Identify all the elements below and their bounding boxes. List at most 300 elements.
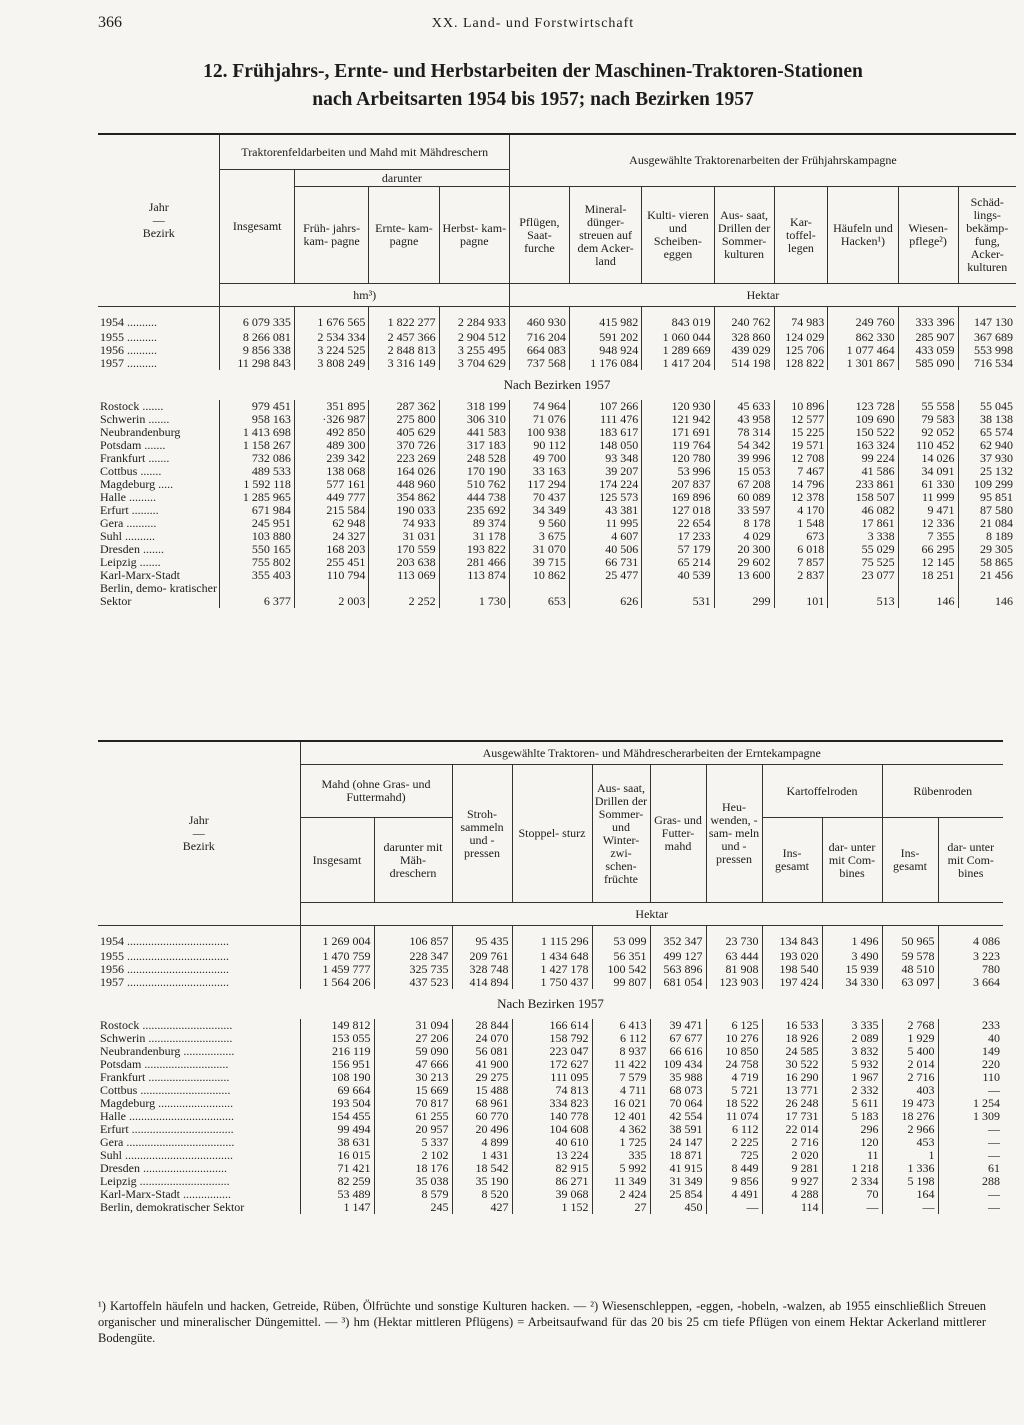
table-cell: 780 bbox=[938, 963, 1003, 976]
table-row bbox=[98, 1188, 1003, 1201]
table-cell: 281 466 bbox=[439, 556, 509, 569]
table-cell: 93 348 bbox=[569, 452, 641, 465]
table-cell: 2 716 bbox=[882, 1071, 938, 1084]
row-label: Leipzig .............................. bbox=[100, 1173, 230, 1188]
table-cell: 17 233 bbox=[642, 530, 714, 543]
table-cell: 1 730 bbox=[439, 582, 509, 608]
table-cell: 171 691 bbox=[642, 426, 714, 439]
col-kartoffel-combines: dar- unter mit Com- bines bbox=[822, 818, 882, 903]
table-cell: 8 579 bbox=[374, 1188, 452, 1201]
table-cell: 56 081 bbox=[452, 1045, 512, 1058]
table-title bbox=[98, 58, 968, 114]
table-cell: 57 179 bbox=[642, 543, 714, 556]
table-cell: 351 895 bbox=[294, 400, 368, 413]
table-cell: 90 112 bbox=[509, 439, 569, 452]
table-cell: 2 003 bbox=[294, 582, 368, 608]
table-cell: 63 097 bbox=[882, 976, 938, 989]
table-cell: 174 224 bbox=[569, 478, 641, 491]
table-cell: 67 208 bbox=[714, 478, 774, 491]
table-cell: 2 534 334 bbox=[294, 331, 368, 344]
table-cell: 153 055 bbox=[300, 1032, 374, 1045]
table-cell: 53 489 bbox=[300, 1188, 374, 1201]
table-cell: 58 865 bbox=[958, 556, 1016, 569]
table-cell: 207 837 bbox=[642, 478, 714, 491]
darunter-label: darunter bbox=[294, 170, 509, 187]
table-cell: 12 577 bbox=[774, 413, 828, 426]
col-haeufeln: Häufeln und Hacken¹) bbox=[828, 187, 898, 284]
table-cell: 6 125 bbox=[706, 1019, 762, 1032]
table-cell: 67 677 bbox=[650, 1032, 706, 1045]
group-ruebenroden: Rübenroden bbox=[882, 765, 1003, 818]
table-cell: 3 335 bbox=[822, 1019, 882, 1032]
table-cell: 24 758 bbox=[706, 1058, 762, 1071]
table-cell: 59 578 bbox=[882, 950, 938, 963]
table-cell: 843 019 bbox=[642, 307, 714, 331]
table-cell: 414 894 bbox=[452, 976, 512, 989]
table-cell: 1 431 bbox=[452, 1149, 512, 1162]
table-cell: 59 090 bbox=[374, 1045, 452, 1058]
col-pfluegen: Pflügen, Saat- furche bbox=[509, 187, 569, 284]
table-cell: 1 336 bbox=[882, 1162, 938, 1175]
table-row bbox=[98, 963, 1003, 976]
table-cell: 23 730 bbox=[706, 926, 762, 950]
table-cell: 138 068 bbox=[294, 465, 368, 478]
row-label: Rostock ....... bbox=[100, 398, 164, 413]
table-cell: 14 796 bbox=[774, 478, 828, 491]
table-cell: 585 090 bbox=[898, 357, 958, 370]
table-cell: 104 608 bbox=[512, 1123, 592, 1136]
table-row bbox=[98, 569, 1016, 582]
col-aussaat: Aus- saat, Drillen der Sommer- kulturen bbox=[714, 187, 774, 284]
table-cell: 24 585 bbox=[762, 1045, 822, 1058]
table-cell: 370 726 bbox=[369, 439, 439, 452]
table-cell: 120 780 bbox=[642, 452, 714, 465]
table-cell: 17 731 bbox=[762, 1110, 822, 1123]
table-cell: 78 314 bbox=[714, 426, 774, 439]
table-cell: 82 259 bbox=[300, 1175, 374, 1188]
table-cell: 1 459 777 bbox=[300, 963, 374, 976]
table-row bbox=[98, 1201, 1003, 1214]
table-cell: 156 951 bbox=[300, 1058, 374, 1071]
table-cell: 2 332 bbox=[822, 1084, 882, 1097]
table-cell: 54 342 bbox=[714, 439, 774, 452]
table-cell: 18 926 bbox=[762, 1032, 822, 1045]
table-cell: 6 377 bbox=[220, 582, 294, 608]
table-row bbox=[98, 582, 1016, 608]
table-cell: 109 299 bbox=[958, 478, 1016, 491]
table-cell: 29 602 bbox=[714, 556, 774, 569]
table-cell: 5 183 bbox=[822, 1110, 882, 1123]
table-row bbox=[98, 530, 1016, 543]
table-cell: 149 812 bbox=[300, 1019, 374, 1032]
table-cell: 31 070 bbox=[509, 543, 569, 556]
table-cell: 110 794 bbox=[294, 569, 368, 582]
table-row bbox=[98, 1149, 1003, 1162]
row-label: 1954 .......... bbox=[100, 315, 157, 330]
table-cell: 5 198 bbox=[882, 1175, 938, 1188]
table-cell: 79 583 bbox=[898, 413, 958, 426]
table-cell: 38 631 bbox=[300, 1136, 374, 1149]
table-cell: 114 bbox=[762, 1201, 822, 1214]
unit-hektar-2: Hektar bbox=[300, 903, 1003, 926]
table-cell: 725 bbox=[706, 1149, 762, 1162]
running-head: XX. Land- und Forstwirtschaft bbox=[431, 16, 635, 31]
table-cell: 147 130 bbox=[958, 307, 1016, 331]
table-cell: 75 525 bbox=[828, 556, 898, 569]
row-label: Dresden ....... bbox=[100, 541, 164, 556]
table-cell: 5 721 bbox=[706, 1084, 762, 1097]
table-cell: 6 112 bbox=[592, 1032, 650, 1045]
table-cell: 2 848 813 bbox=[369, 344, 439, 357]
table-cell: 3 338 bbox=[828, 530, 898, 543]
table-cell: 35 988 bbox=[650, 1071, 706, 1084]
table-cell: 41 900 bbox=[452, 1058, 512, 1071]
table-cell: 13 771 bbox=[762, 1084, 822, 1097]
table-cell: 16 290 bbox=[762, 1071, 822, 1084]
table-cell: 2 966 bbox=[882, 1123, 938, 1136]
page-header bbox=[98, 14, 968, 38]
table-cell: 203 638 bbox=[369, 556, 439, 569]
table-cell: 193 504 bbox=[300, 1097, 374, 1110]
table-cell: — bbox=[706, 1201, 762, 1214]
table-cell: 15 053 bbox=[714, 465, 774, 478]
table-cell: 3 832 bbox=[822, 1045, 882, 1058]
row-label: Suhl .................................... bbox=[100, 1147, 234, 1162]
table-cell: 405 629 bbox=[369, 426, 439, 439]
table-cell: 737 568 bbox=[509, 357, 569, 370]
table-cell: 39 207 bbox=[569, 465, 641, 478]
table-row bbox=[98, 331, 1016, 344]
table-cell: 103 880 bbox=[220, 530, 294, 543]
table-cell: 1 470 759 bbox=[300, 950, 374, 963]
table-cell: 154 455 bbox=[300, 1110, 374, 1123]
table-cell: 20 496 bbox=[452, 1123, 512, 1136]
table-cell: 3 490 bbox=[822, 950, 882, 963]
row-label: Halle ......... bbox=[100, 489, 156, 504]
table-cell: 39 068 bbox=[512, 1188, 592, 1201]
table-cell: 82 915 bbox=[512, 1162, 592, 1175]
table-cell: 233 861 bbox=[828, 478, 898, 491]
table-cell: 1 822 277 bbox=[369, 307, 439, 331]
table-cell: 34 330 bbox=[822, 976, 882, 989]
table-cell: 1 077 464 bbox=[828, 344, 898, 357]
col-aussaat-zwischenfruechte: Aus- saat, Drillen der Sommer- und Winter- zwi- schen- früchte bbox=[592, 765, 650, 903]
table-cell: 60 089 bbox=[714, 491, 774, 504]
table-cell: 671 984 bbox=[220, 504, 294, 517]
table-cell: 2 424 bbox=[592, 1188, 650, 1201]
table-cell: 4 029 bbox=[714, 530, 774, 543]
row-label: Schwerin ............................ bbox=[100, 1030, 233, 1045]
table-cell: 255 451 bbox=[294, 556, 368, 569]
table-cell: 66 616 bbox=[650, 1045, 706, 1058]
table-cell: 69 664 bbox=[300, 1084, 374, 1097]
table-cell: 15 939 bbox=[822, 963, 882, 976]
table-row bbox=[98, 1097, 1003, 1110]
table-cell: 1 158 267 bbox=[220, 439, 294, 452]
table-cell: 164 bbox=[882, 1188, 938, 1201]
table-cell: — bbox=[938, 1149, 1003, 1162]
row-label: Karl-Marx-Stadt bbox=[100, 567, 180, 582]
table-cell: 3 255 495 bbox=[439, 344, 509, 357]
table-cell: 66 295 bbox=[898, 543, 958, 556]
table-cell: 249 760 bbox=[828, 307, 898, 331]
table-cell: 193 020 bbox=[762, 950, 822, 963]
table-cell: 101 bbox=[774, 582, 828, 608]
table-cell: 510 762 bbox=[439, 478, 509, 491]
table-cell: 4 711 bbox=[592, 1084, 650, 1097]
table-cell: 317 183 bbox=[439, 439, 509, 452]
table-cell: 2 904 512 bbox=[439, 331, 509, 344]
table-cell: 8 266 081 bbox=[220, 331, 294, 344]
table-cell: 12 401 bbox=[592, 1110, 650, 1123]
section-title-bezirke: Nach Bezirken 1957 bbox=[503, 377, 611, 392]
table-cell: — bbox=[938, 1188, 1003, 1201]
table-cell: 4 899 bbox=[452, 1136, 512, 1149]
table-cell: ·326 987 bbox=[294, 413, 368, 426]
table-cell: 50 965 bbox=[882, 926, 938, 950]
table-cell: 53 996 bbox=[642, 465, 714, 478]
table-cell: 563 896 bbox=[650, 963, 706, 976]
row-label: 1954 .................................. bbox=[100, 934, 229, 949]
table-cell: 39 471 bbox=[650, 1019, 706, 1032]
table-cell: 95 851 bbox=[958, 491, 1016, 504]
row-label: Frankfurt ........................... bbox=[100, 1069, 230, 1084]
table-cell: 449 777 bbox=[294, 491, 368, 504]
table-cell: 43 381 bbox=[569, 504, 641, 517]
table-cell: 3 704 629 bbox=[439, 357, 509, 370]
table-cell: 1 269 004 bbox=[300, 926, 374, 950]
table-cell: 19 473 bbox=[882, 1097, 938, 1110]
table-cell: 113 874 bbox=[439, 569, 509, 582]
table-cell: 111 476 bbox=[569, 413, 641, 426]
table-cell: 6 413 bbox=[592, 1019, 650, 1032]
table-cell: 9 927 bbox=[762, 1175, 822, 1188]
table-cell: 1 176 084 bbox=[569, 357, 641, 370]
table-cell: 42 554 bbox=[650, 1110, 706, 1123]
table-cell: 22 014 bbox=[762, 1123, 822, 1136]
table-cell: 20 300 bbox=[714, 543, 774, 556]
table-cell: 70 bbox=[822, 1188, 882, 1201]
table-cell: 3 808 249 bbox=[294, 357, 368, 370]
table-cell: 1 bbox=[882, 1149, 938, 1162]
table-cell: 1 218 bbox=[822, 1162, 882, 1175]
unit-hm: hm³) bbox=[220, 284, 509, 307]
table-row bbox=[98, 1032, 1003, 1045]
table-cell: 591 202 bbox=[569, 331, 641, 344]
row-label: Potsdam ............................ bbox=[100, 1056, 229, 1071]
table-cell: 31 349 bbox=[650, 1175, 706, 1188]
table-cell: 223 047 bbox=[512, 1045, 592, 1058]
table-cell: 164 026 bbox=[369, 465, 439, 478]
table-cell: 215 584 bbox=[294, 504, 368, 517]
table-row bbox=[98, 491, 1016, 504]
col-insgesamt: Insgesamt bbox=[220, 170, 294, 284]
table-cell: 979 451 bbox=[220, 400, 294, 413]
table-cell: 31 031 bbox=[369, 530, 439, 543]
table-cell: 9 471 bbox=[898, 504, 958, 517]
table-cell: 61 330 bbox=[898, 478, 958, 491]
page-number: 366 bbox=[98, 14, 122, 31]
table-cell: 170 559 bbox=[369, 543, 439, 556]
table-cell: 415 982 bbox=[569, 307, 641, 331]
table-cell: 209 761 bbox=[452, 950, 512, 963]
table-cell: 99 807 bbox=[592, 976, 650, 989]
table-cell: 125 706 bbox=[774, 344, 828, 357]
table-cell: 3 675 bbox=[509, 530, 569, 543]
table-cell: 6 112 bbox=[706, 1123, 762, 1136]
col-kultivieren: Kulti- vieren und Scheiben- eggen bbox=[642, 187, 714, 284]
table-row bbox=[98, 400, 1016, 413]
table-cell: 9 856 bbox=[706, 1175, 762, 1188]
table-cell: 55 558 bbox=[898, 400, 958, 413]
table-row bbox=[98, 1084, 1003, 1097]
table-cell: 2 837 bbox=[774, 569, 828, 582]
table-cell: 489 300 bbox=[294, 439, 368, 452]
table-cell: 170 190 bbox=[439, 465, 509, 478]
table-cell: 3 223 bbox=[938, 950, 1003, 963]
table-row bbox=[98, 439, 1016, 452]
table-cell: 35 190 bbox=[452, 1175, 512, 1188]
row-label: Berlin, demokratischer Sektor bbox=[100, 1199, 245, 1214]
col-mineralduenger: Mineral- dünger- streuen auf dem Acker- land bbox=[569, 187, 641, 284]
table-cell: 150 522 bbox=[828, 426, 898, 439]
table-cell: 19 571 bbox=[774, 439, 828, 452]
table-cell: 71 076 bbox=[509, 413, 569, 426]
table-cell: 18 871 bbox=[650, 1149, 706, 1162]
table-cell: 15 225 bbox=[774, 426, 828, 439]
table-cell: — bbox=[822, 1201, 882, 1214]
table-cell: 18 176 bbox=[374, 1162, 452, 1175]
table-cell: 453 bbox=[882, 1136, 938, 1149]
table-cell: — bbox=[938, 1084, 1003, 1097]
table-cell: 354 862 bbox=[369, 491, 439, 504]
table-cell: — bbox=[938, 1123, 1003, 1136]
table-cell: 40 610 bbox=[512, 1136, 592, 1149]
table-row bbox=[98, 1110, 1003, 1123]
table-cell: 169 896 bbox=[642, 491, 714, 504]
row-label: Dresden ............................ bbox=[100, 1160, 227, 1175]
table-cell: 2 020 bbox=[762, 1149, 822, 1162]
group-fruehjahrskampagne: Ausgewählte Traktorenarbeiten der Frühjahrskampagne bbox=[509, 134, 1016, 187]
table-cell: 38 591 bbox=[650, 1123, 706, 1136]
table-cell: 18 522 bbox=[706, 1097, 762, 1110]
table-cell: — bbox=[938, 1201, 1003, 1214]
table-row bbox=[98, 344, 1016, 357]
row-label: 1956 .......... bbox=[100, 342, 157, 357]
table-cell: 14 026 bbox=[898, 452, 958, 465]
table-cell: 2 089 bbox=[822, 1032, 882, 1045]
table-cell: 228 347 bbox=[374, 950, 452, 963]
table-cell: 113 069 bbox=[369, 569, 439, 582]
table-cell: 60 770 bbox=[452, 1110, 512, 1123]
table-cell: 120 930 bbox=[642, 400, 714, 413]
table-cell: 158 792 bbox=[512, 1032, 592, 1045]
table-cell: 550 165 bbox=[220, 543, 294, 556]
table-cell: 68 073 bbox=[650, 1084, 706, 1097]
table-row bbox=[98, 465, 1016, 478]
table-cell: 33 163 bbox=[509, 465, 569, 478]
row-label: Neubrandenburg ................. bbox=[100, 1043, 235, 1058]
table-cell: 681 054 bbox=[650, 976, 706, 989]
table-row bbox=[98, 357, 1016, 370]
table-cell: 2 457 366 bbox=[369, 331, 439, 344]
table-cell: 437 523 bbox=[374, 976, 452, 989]
table-cell: 61 bbox=[938, 1162, 1003, 1175]
table-cell: 190 033 bbox=[369, 504, 439, 517]
table-cell: 66 731 bbox=[569, 556, 641, 569]
table-cell: 299 bbox=[714, 582, 774, 608]
table-cell: 16 021 bbox=[592, 1097, 650, 1110]
table-cell: 121 942 bbox=[642, 413, 714, 426]
table-cell: 65 214 bbox=[642, 556, 714, 569]
table-cell: 577 161 bbox=[294, 478, 368, 491]
table-cell: 1 548 bbox=[774, 517, 828, 530]
row-label: Halle ................................... bbox=[100, 1108, 234, 1123]
table-cell: 99 224 bbox=[828, 452, 898, 465]
table-cell: 146 bbox=[958, 582, 1016, 608]
stub-dash-2: — bbox=[192, 826, 205, 840]
table-cell: 166 614 bbox=[512, 1019, 592, 1032]
group-erntekampagne: Ausgewählte Traktoren- und Mähdrescherarbeiten der Erntekampagne bbox=[300, 741, 1003, 765]
table-row bbox=[98, 1058, 1003, 1071]
table-cell: 120 bbox=[822, 1136, 882, 1149]
table-cell: 8 189 bbox=[958, 530, 1016, 543]
table-cell: 245 bbox=[374, 1201, 452, 1214]
table-cell: 40 bbox=[938, 1032, 1003, 1045]
row-label: Berlin, demo- kratischer Sektor bbox=[100, 580, 217, 608]
table-cell: 40 539 bbox=[642, 569, 714, 582]
table-cell: 716 204 bbox=[509, 331, 569, 344]
table-cell: 626 bbox=[569, 582, 641, 608]
table-cell: 6 079 335 bbox=[220, 307, 294, 331]
table-cell: 460 930 bbox=[509, 307, 569, 331]
table-cell: 18 276 bbox=[882, 1110, 938, 1123]
table-cell: 18 251 bbox=[898, 569, 958, 582]
table-cell: — bbox=[938, 1136, 1003, 1149]
table-cell: 1 929 bbox=[882, 1032, 938, 1045]
table-cell: 492 850 bbox=[294, 426, 368, 439]
stub-dash: — bbox=[152, 213, 165, 227]
table-row bbox=[98, 478, 1016, 491]
table-cell: 18 542 bbox=[452, 1162, 512, 1175]
table-cell: 111 095 bbox=[512, 1071, 592, 1084]
table-cell: 25 477 bbox=[569, 569, 641, 582]
col-schaedlingsbekaempfung: Schäd- lings- bekämp- fung, Acker- kulturen bbox=[958, 187, 1016, 284]
table-cell: 106 857 bbox=[374, 926, 452, 950]
table-cell: 11 298 843 bbox=[220, 357, 294, 370]
table-cell: 12 145 bbox=[898, 556, 958, 569]
table-cell: 239 342 bbox=[294, 452, 368, 465]
row-label: 1955 .................................. bbox=[100, 948, 229, 963]
table-cell: 216 119 bbox=[300, 1045, 374, 1058]
table-cell: 55 029 bbox=[828, 543, 898, 556]
table-row bbox=[98, 504, 1016, 517]
row-label: Frankfurt ....... bbox=[100, 450, 170, 465]
col-wiesenpflege: Wiesen- pflege²) bbox=[898, 187, 958, 284]
col-herbstkampagne: Herbst- kam- pagne bbox=[439, 187, 509, 284]
table-row bbox=[98, 556, 1016, 569]
table-cell: 2 102 bbox=[374, 1149, 452, 1162]
table-cell: 325 735 bbox=[374, 963, 452, 976]
table-cell: 5 932 bbox=[822, 1058, 882, 1071]
table-cell: 4 607 bbox=[569, 530, 641, 543]
table-cell: 439 029 bbox=[714, 344, 774, 357]
table-cell: 158 507 bbox=[828, 491, 898, 504]
stub-head bbox=[98, 134, 220, 307]
table-cell: 441 583 bbox=[439, 426, 509, 439]
row-label: Schwerin ....... bbox=[100, 411, 170, 426]
table-cell: 10 850 bbox=[706, 1045, 762, 1058]
